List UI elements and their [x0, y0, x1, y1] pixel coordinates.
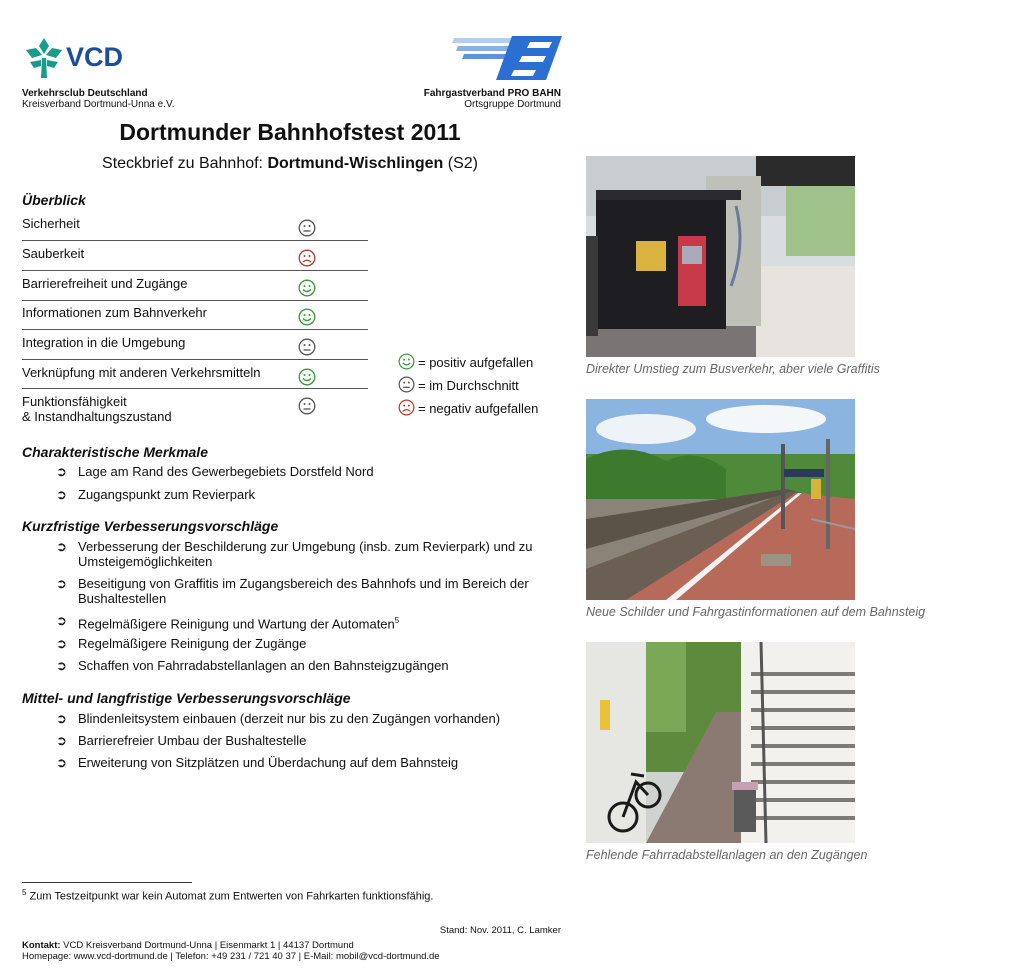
overview-row-label: Barrierefreiheit und Zugänge [22, 276, 188, 291]
legend-positive-label: = positiv aufgefallen [418, 355, 534, 370]
features-heading: Charakteristische Merkmale [22, 444, 208, 460]
smiley-positive-icon [298, 368, 316, 386]
subtitle-line: (S2) [443, 155, 478, 172]
smiley-neutral-icon [298, 338, 316, 356]
overview-row-label: Funktionsfähigkeit & Instandhaltungszustand [22, 394, 172, 424]
contact-label: Kontakt: [22, 940, 61, 951]
bullet-arrow-icon: ➲ [56, 613, 67, 628]
smiley-neutral-icon [298, 219, 316, 237]
overview-row-label: Integration in die Umgebung [22, 335, 186, 350]
stand-note: Stand: Nov. 2011, C. Lamker [439, 925, 561, 936]
overview-row [22, 360, 368, 389]
overview-row [22, 211, 368, 241]
photo-stairs [586, 642, 855, 843]
bullet-arrow-icon: ➲ [56, 464, 67, 479]
smiley-positive-icon [398, 353, 415, 370]
overview-row [22, 330, 368, 360]
smiley-negative-icon [298, 249, 316, 267]
bullet-arrow-icon: ➲ [56, 733, 67, 748]
legend-neutral [398, 376, 519, 393]
overview-row [22, 389, 368, 427]
page-subtitle [0, 155, 580, 173]
overview-row [22, 241, 368, 271]
legend-negative [398, 399, 538, 416]
legend-positive [398, 353, 533, 370]
photo-caption: Fehlende Fahrradabstellanlagen an den Zugängen [586, 848, 868, 862]
bullet-arrow-icon: ➲ [56, 755, 67, 770]
probahn-emblem-icon [450, 34, 565, 82]
overview-row-label: Verknüpfung mit anderen Verkehrsmitteln [22, 365, 261, 380]
probahn-name-block [380, 88, 561, 110]
footnote-ref: 5 [394, 616, 400, 625]
overview-heading: Überblick [22, 192, 86, 208]
overview-row-label: Sicherheit [22, 216, 80, 231]
long-term-heading: Mittel- und langfristige Verbesserungsvorschläge [22, 690, 351, 706]
bullet-arrow-icon: ➲ [56, 636, 67, 651]
vcd-name: Verkehrsclub Deutschland [22, 88, 148, 99]
probahn-logo [450, 34, 565, 82]
bullet-arrow-icon: ➲ [56, 487, 67, 502]
bullet-arrow-icon: ➲ [56, 711, 67, 726]
vcd-emblem-icon [22, 36, 142, 80]
contact-block [22, 940, 440, 962]
contact-links: Homepage: www.vcd-dortmund.de | Telefon: +49 231 / 721 40 37 | E-Mail: mobil@vcd-dortmund.de [22, 951, 440, 962]
contact-address: VCD Kreisverband Dortmund-Unna | Eisenmarkt 1 | 44137 Dortmund [60, 940, 354, 951]
probahn-branch: Ortsgruppe Dortmund [464, 99, 561, 110]
overview-row-label: Sauberkeit [22, 246, 85, 261]
photo-caption: Neue Schilder und Fahrgastinformationen auf dem Bahnsteig [586, 605, 926, 619]
bullet-arrow-icon: ➲ [56, 539, 67, 554]
footnote-mark: 5 [22, 888, 27, 897]
vcd-logo [22, 36, 142, 80]
overview-row-label: Informationen zum Bahnverkehr [22, 305, 207, 320]
overview-row [22, 271, 368, 301]
vcd-name-block [22, 88, 175, 110]
subtitle-prefix: Steckbrief zu Bahnhof: [102, 155, 268, 172]
bullet-arrow-icon: ➲ [56, 658, 67, 673]
smiley-neutral-icon [298, 397, 316, 415]
overview-row [22, 300, 368, 330]
svg-text:VCD: VCD [66, 42, 124, 72]
smiley-positive-icon [298, 279, 316, 297]
short-term-heading: Kurzfristige Verbesserungsvorschläge [22, 518, 279, 534]
station-name: Dortmund-Wischlingen [267, 155, 444, 172]
photo-platform [586, 399, 855, 600]
footnote [22, 888, 433, 903]
page-title: Dortmunder Bahnhofstest 2011 [119, 119, 461, 145]
legend-neutral-label: = im Durchschnitt [418, 378, 519, 393]
vcd-branch: Kreisverband Dortmund-Unna e.V. [22, 99, 175, 110]
footnote-divider [22, 882, 192, 883]
photo-caption: Direkter Umstieg zum Busverkehr, aber viele Graffitis [586, 362, 880, 376]
bullet-arrow-icon: ➲ [56, 576, 67, 591]
smiley-positive-icon [298, 308, 316, 326]
photo-bus-shelter [586, 156, 855, 357]
smiley-neutral-icon [398, 376, 415, 393]
legend-negative-label: = negativ aufgefallen [418, 401, 539, 416]
footnote-text: Zum Testzeitpunkt war kein Automat zum Entwerten von Fahrkarten funktionsfähig. [26, 890, 434, 903]
smiley-negative-icon [398, 399, 415, 416]
probahn-name: Fahrgastverband PRO BAHN [423, 88, 561, 99]
